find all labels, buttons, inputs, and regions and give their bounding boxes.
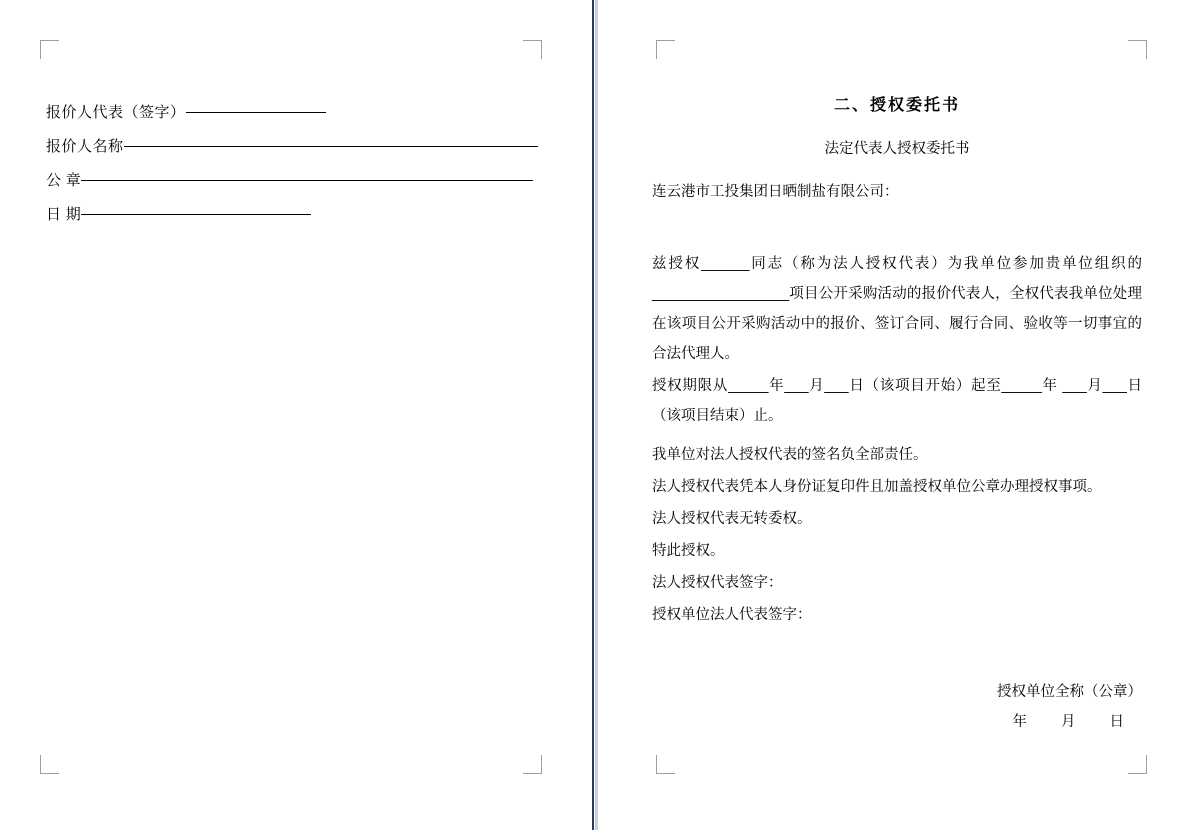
field-rule[interactable]: [186, 112, 326, 113]
representative-signature-line[interactable]: 法人授权代表签字：: [652, 575, 783, 591]
field-row: [46, 130, 540, 164]
crop-mark-top-left: [656, 40, 675, 59]
crop-mark-bottom-left: [656, 755, 675, 774]
authorizing-unit-seal-label: 授权单位全称（公章）: [997, 684, 1142, 700]
field-rule[interactable]: [81, 214, 311, 215]
hereby-authorize-line: 特此授权。: [652, 543, 725, 559]
crop-mark-top-right: [1128, 40, 1147, 59]
page-left: [0, 0, 588, 830]
field-rule[interactable]: [124, 146, 538, 147]
field-row: [46, 198, 540, 232]
legal-person-signature-line[interactable]: 授权单位法人代表签字：: [652, 607, 812, 623]
authorization-period-paragraph: 授权期限从_____年___月___日（该项目开始）起至_____年 ___月___日（该项目结束）止。: [652, 378, 1142, 424]
authorization-paragraph: 兹授权______同志（称为法人授权代表）为我单位参加贵单位组织的_________________项目公开采购活动的报价代表人，全权代表我单位处理在该项目公开采购活动中的报价、签订合同、履行合同、验收等一切事宜的合法代理人。: [652, 256, 1142, 362]
field-label: 日 期: [46, 207, 82, 223]
crop-mark-bottom-right: [1128, 755, 1147, 774]
field-row: [46, 164, 540, 198]
field-rule[interactable]: [81, 180, 533, 181]
id-copy-line: 法人授权代表凭本人身份证复印件且加盖授权单位公章办理授权事项。: [652, 479, 1102, 495]
addressee-line: 连云港市工投集团日晒制盐有限公司：: [652, 184, 899, 200]
document-title: 二、授权委托书: [833, 97, 960, 114]
document-subtitle: 法定代表人授权委托书: [824, 141, 970, 157]
date-month-label: 月: [1061, 714, 1076, 730]
authorization-letter-body: [652, 92, 1142, 737]
signature-date-row[interactable]: [652, 707, 1142, 737]
crop-mark-top-left: [40, 40, 59, 59]
crop-mark-bottom-right: [523, 755, 542, 774]
signature-block: [652, 677, 1142, 737]
field-row: [46, 96, 540, 130]
gutter-dark-line: [592, 0, 594, 830]
crop-mark-top-right: [523, 40, 542, 59]
page-gutter: [588, 0, 598, 830]
field-label: 报价人代表（签字）: [46, 105, 186, 121]
signature-fields-block: [46, 96, 540, 232]
field-label: 报价人名称: [46, 139, 124, 155]
crop-mark-bottom-left: [40, 755, 59, 774]
date-year-label: 年: [1012, 714, 1027, 730]
no-subdelegation-line: 法人授权代表无转委权。: [652, 511, 812, 527]
field-label: 公 章: [46, 173, 82, 189]
page-right: [598, 0, 1193, 830]
responsibility-line: 我单位对法人授权代表的签名负全部责任。: [652, 447, 928, 463]
date-day-label: 日: [1109, 714, 1124, 730]
